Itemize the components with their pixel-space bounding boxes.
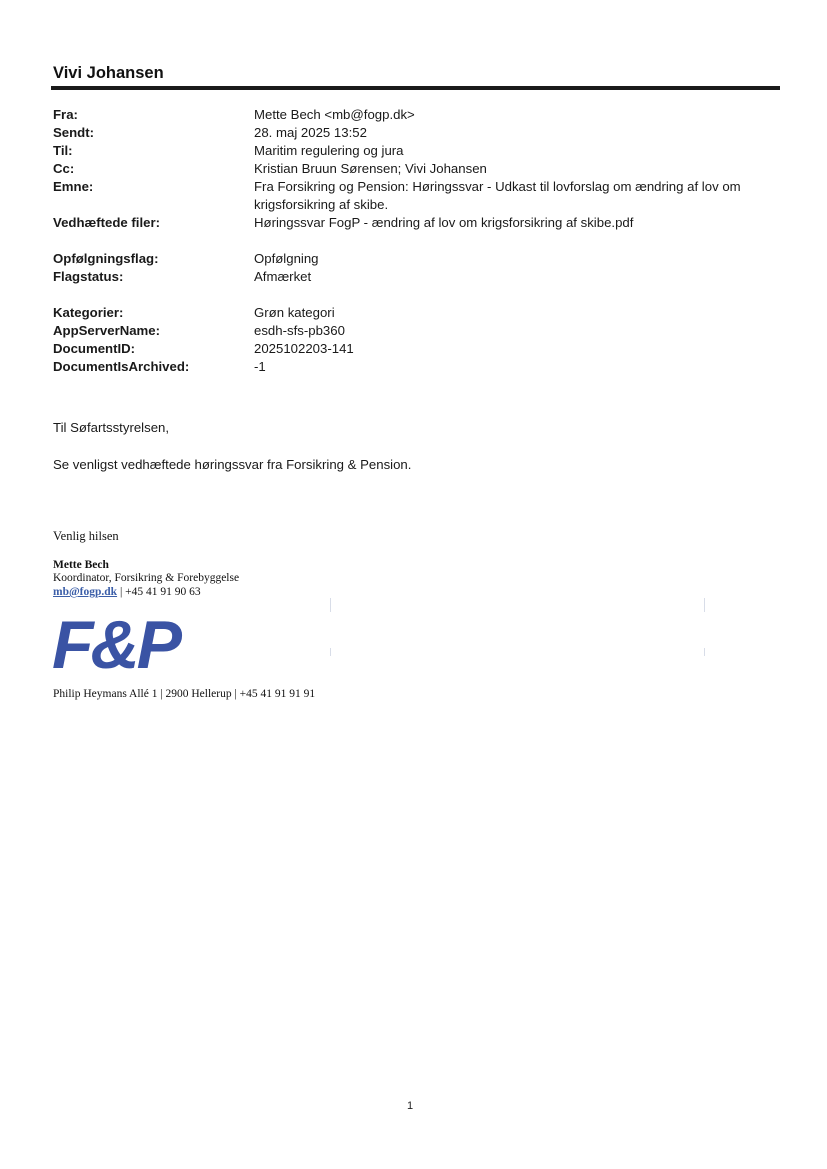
meta-value: Maritim regulering og jura [254,143,404,158]
meta-label: Flagstatus: [53,269,124,284]
meta-value [254,178,783,214]
fp-logo [50,610,210,681]
meta-value: Kristian Bruun Sørensen; Vivi Johansen [254,161,487,176]
meta-row-flag-status [53,268,783,286]
meta-label: Fra: [53,107,78,122]
meta-value: 28. maj 2025 13:52 [254,125,367,140]
meta-value: Afmærket [254,269,312,284]
meta-row-document-id [53,340,783,358]
meta-label: Til: [53,143,73,158]
meta-row-attachments [53,214,783,232]
spacer [53,286,783,304]
attachment-filename: Høringssvar FogP - ændring af lov om krigsforsikring af skibe.pdf [254,215,634,230]
email-salutation: Til Søfartsstyrelsen, [53,420,170,435]
meta-label: AppServerName: [53,323,161,338]
meta-label: DocumentID: [53,341,136,356]
meta-label: Sendt: [53,125,95,140]
signature-phone: | +45 41 91 90 63 [117,586,201,598]
fp-logo-text: F&P [52,610,179,676]
signature-contact [53,586,201,598]
meta-value: Mette Bech <mb@fogp.dk> [254,107,415,122]
spacer [53,232,783,250]
meta-row-from [53,106,783,124]
fp-logo-graphic [50,610,210,676]
email-message: Se venligst vedhæftede høringssvar fra Forsikring & Pension. [53,457,412,472]
meta-row-app-server-name [53,322,783,340]
meta-label: Opfølgningsflag: [53,251,159,266]
signature-title: Koordinator, Forsikring & Forebyggelse [53,572,240,584]
subject-line-2: krigsforsikring af skibe. [254,197,389,212]
meta-value: esdh-sfs-pb360 [254,323,345,338]
signature-greeting: Venlig hilsen [53,529,119,543]
meta-label: Emne: [53,179,94,194]
email-header-name: Vivi Johansen [53,64,164,82]
meta-label: Kategorier: [53,305,124,320]
email-metadata [53,106,783,376]
meta-value: -1 [254,359,266,374]
meta-row-document-is-archived [53,358,783,376]
meta-value: 2025102203-141 [254,341,354,356]
subject-line-1: Fra Forsikring og Pension: Høringssvar - Udkast til lovforslag om ændring af lov om [254,179,741,194]
meta-label: Vedhæftede filer: [53,215,160,230]
faint-divider [704,598,705,612]
meta-row-subject [53,178,783,214]
meta-row-to [53,142,783,160]
meta-row-sent [53,124,783,142]
meta-value: Grøn kategori [254,305,335,320]
faint-divider [330,598,331,612]
signature-address: Philip Heymans Allé 1 | 2900 Hellerup | +45 41 91 91 91 [53,688,316,700]
signature-name: Mette Bech [53,559,109,571]
meta-row-cc [53,160,783,178]
header-divider [51,86,780,90]
faint-divider [330,648,331,656]
meta-label: DocumentIsArchived: [53,359,190,374]
signature-email-link[interactable]: mb@fogp.dk [53,586,118,598]
meta-value: Opfølgning [254,251,319,266]
page-number: 1 [407,1100,414,1112]
faint-divider [704,648,705,656]
meta-row-categories [53,304,783,322]
meta-label: Cc: [53,161,75,176]
meta-row-followup-flag [53,250,783,268]
